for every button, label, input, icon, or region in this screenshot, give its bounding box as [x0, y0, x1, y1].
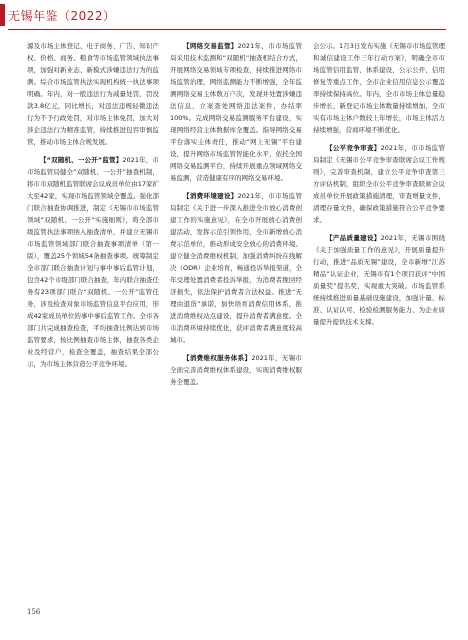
section-heading: 【消费维权服务体系】: [183, 354, 252, 362]
column-left: [27, 40, 159, 606]
paragraph-text: 2021年，无锡市全面完善消费维权体系建设，实现消费维权服务全覆盖。: [170, 354, 302, 386]
yearbook-title: 无锡年鉴（2022）: [8, 9, 116, 23]
header-rule: [8, 29, 446, 30]
column-middle: [170, 40, 302, 606]
paragraph: [27, 40, 159, 148]
section-heading: 【公平竞争审查】: [326, 144, 381, 152]
paragraph-text: 2021年，无锡市围绕《关于加强质量工作的意见》，开展质量提升行动，推进“品质无锡”建设，全市新增“江苏精品”认证企业，无锡市有1个项目获评“中国质量奖”提名奖，实现重大突破。市场监管系统持续推进质量基础设施建设，加强计量、标准、认证认可、检验检测服务能力，为企业质量提升提供技术支撑。: [313, 234, 445, 326]
section-heading: 【“双随机、一公开”监管】: [40, 156, 123, 164]
paragraph: [313, 40, 445, 136]
section-heading: 【网络交易监管】: [183, 42, 238, 50]
paragraph-text: 2021年，市市场监管局健全“双随机、一公开”抽查机制，将市市双随机监管联席会议成员单位由17家扩大至42家，实现市场监管领域全覆盖。强化部门联合抽查协调推进，制定《无锡市市场监管领域“双随机、一公开”实施细则》，将全部市级监管执法事项纳入抽查清单，并建立无锡市市场监管领域部门联合抽查事项清单（第一版），覆盖25个领域54条抽查事项。统筹制定全市部门联合抽查计划与事中事后监管计划，包含42个市级部门联合抽查，年内联合抽查任务有23项部门联合“双随机、一公开”监管任务，涉及检查对象市场监管信息平台应用，形成42家成员单位的事中事后监管工作。全市各部门共完成抽查检查，平均抽查比例达到市场监管要求，按比例抽查市场主体，抽查各类企业及经营户，检查全覆盖，抽查结果全部公示，为市场主体营造公平竞争环境。: [27, 156, 159, 368]
paragraph: [313, 142, 445, 226]
paragraph-text: 2021年，市市场监管局采用技术监测和“双随机”抽查相结合方式，开展网络交易领域专项检查，持续推进网络市场监管治理，网络监测能力不断增强，全年监测网络交易主体数万户次，发现并处置涉嫌违法信息，立案查处网络违法案件，办结率100%。完成网络交易监测服务平台建设，实现网络经营主体数据库全覆盖。指导网络交易平台落实主体责任，推动“网上无锡”平台建设，提升网络市场监管智能化水平，依托全国网络交易监测平台，持续开展重点领域网络交易监测，营造健康有序的网络交易环境。: [170, 42, 302, 182]
paragraph: [27, 154, 159, 370]
paragraph-text: 源及市场主体登记、电子商务、广告、知识产权、价格、商务、粮食等市场监管领域执法事项，加强对新业态、新模式涉嫌违法行为的监测。综合市场监管执法实现机构统一执法事项明确。年内，对一般违法行为减量处罚，罚没款3.8亿元，同比增长，对违法违规轻微违法行为不予行政处罚，对市场主体免罚，加大对涉企违法行为精准监管，持续推进包容审慎监管，推动市场主体合规发展。: [27, 42, 159, 146]
paragraph-text: 会公示。1月3日发布实施《无锡市市场监管理和诚信建设工作三年行动方案》，明确全市市场监管信用监管、体系建设、公示公开、信用修复等重点工作，全市企业信用信息公示覆盖率持续保持高位。年内，全市市场主体总量稳步增长，新登记市场主体数量持续增加，全市实有市场主体户数较上年增长，市场主体活力持续增强，营商环境不断优化。: [313, 42, 445, 134]
text-columns: [27, 40, 445, 606]
brand-mark: [0, 4, 5, 26]
paragraph-text: 2021年，市市场监管局制定《关于进一步深入推进全市放心消费创建工作的实施意见》，在全市开展放心消费创建活动，发挥示范引领作用，全市新增放心消费示范单位，推动形成安全放心的消费环境。建立健全消费维权机制，加强消费纠纷在线解决（ODR）企业培育，畅通投诉举报渠道，全年受理处置消费者投诉举报，为消费者挽回经济损失，依法保护消费者合法权益。推进“无理由退货”承诺，加快培育消费信用体系，推进消费维权站点建设，提升消费者满意度。全市消费环境持续优化，获评消费者满意度较高城市。: [170, 192, 302, 344]
page-number: 156: [27, 608, 41, 616]
paragraph: [170, 40, 302, 184]
section-heading: 【消费环境建设】: [183, 192, 238, 200]
section-heading: 【产品质量建设】: [326, 234, 381, 242]
paragraph: [313, 232, 445, 328]
paragraph: [170, 352, 302, 388]
paragraph-text: 2021年，市市场监管局制定《无锡市公平竞争审查联席会议工作规则》，完善审查机制，建立公平竞争审查第三方评估机制，组织全市公平竞争审查联席会议成员单位开展政策措施清理，审查增量文件，清理存量文件，确保政策措施符合公平竞争要求。: [313, 144, 445, 224]
paragraph: [170, 190, 302, 346]
column-right: [313, 40, 445, 606]
page-header: [0, 0, 468, 30]
